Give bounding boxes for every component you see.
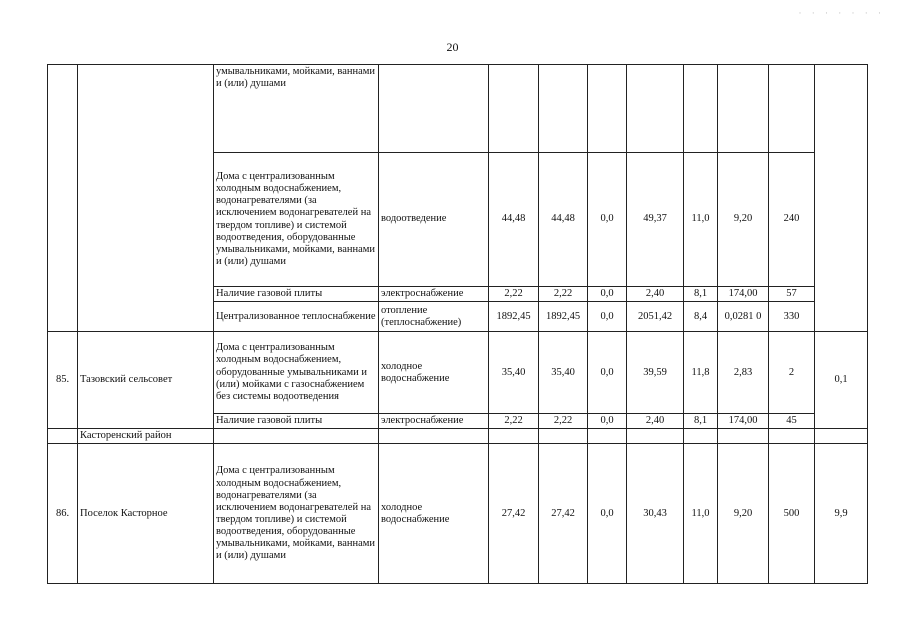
cell-value: 174,00 (718, 287, 769, 302)
cell-housing-type: умывальниками, мойками, ваннами и (или) душами (214, 65, 379, 153)
cell-value: 35,40 (539, 332, 588, 414)
cell-value: 2,40 (627, 287, 684, 302)
tariff-table (47, 64, 868, 584)
cell-value: 2 (769, 332, 815, 414)
cell-value: 11,0 (684, 444, 718, 584)
cell-value: 2,22 (489, 287, 539, 302)
cell-value: 30,43 (627, 444, 684, 584)
cell-value: 8,1 (684, 287, 718, 302)
cell-value: 0,0 (588, 302, 627, 332)
cell-service: холодное водоснабжение (379, 332, 489, 414)
cell-index: 86. (48, 444, 78, 584)
cell-value: 2,83 (718, 332, 769, 414)
cell-housing-type: Дома с централизованным холодным водоснабжением, водонагревателями (за исключением водонагревателей на твердом топливе) и системой водоотведения, оборудованные умывальниками, мойками, ваннами и (или) душами (214, 444, 379, 584)
cell-total: 0,1 (815, 332, 868, 429)
cell-value: 330 (769, 302, 815, 332)
cell-value: 2,22 (539, 414, 588, 429)
cell-value: 2,22 (489, 414, 539, 429)
cell-value: 2,40 (627, 414, 684, 429)
cell-value: 1892,45 (539, 302, 588, 332)
cell-housing-type: Наличие газовой плиты (214, 287, 379, 302)
cell-value: 35,40 (489, 332, 539, 414)
cell-index: 85. (48, 332, 78, 429)
cell-district: Касторенский район (78, 429, 214, 444)
table-row (48, 332, 868, 414)
scan-artifact: · · · · · · · (798, 8, 885, 18)
cell-value: 44,48 (489, 153, 539, 287)
cell-value: 39,59 (627, 332, 684, 414)
cell-value: 0,0 (588, 287, 627, 302)
cell-housing-type: Наличие газовой плиты (214, 414, 379, 429)
cell-value: 2,22 (539, 287, 588, 302)
cell-value: 11,8 (684, 332, 718, 414)
cell-housing-type: Дома с централизованным холодным водоснабжением, оборудованные умывальниками и (или) мойками с газоснабжением без системы водоотведения (214, 332, 379, 414)
cell-value: 11,0 (684, 153, 718, 287)
cell-value: 49,37 (627, 153, 684, 287)
cell-value: 44,48 (539, 153, 588, 287)
cell-value: 57 (769, 287, 815, 302)
cell-value: 8,4 (684, 302, 718, 332)
cell-service: водоотведение (379, 153, 489, 287)
cell-value: 2051,42 (627, 302, 684, 332)
cell-value: 0,0 (588, 153, 627, 287)
cell-value: 9,20 (718, 444, 769, 584)
cell-value: 1892,45 (489, 302, 539, 332)
cell-value: 500 (769, 444, 815, 584)
cell-total (815, 65, 868, 332)
cell-housing-type: Централизованное теплоснабжение (214, 302, 379, 332)
cell-value: 0,0281 0 (718, 302, 769, 332)
cell-value: 174,00 (718, 414, 769, 429)
cell-service: электроснабжение (379, 414, 489, 429)
cell-municipality: Поселок Касторное (78, 444, 214, 584)
cell-value: 0,0 (588, 414, 627, 429)
cell-value: 240 (769, 153, 815, 287)
page-number: 20 (446, 40, 459, 54)
table-row (48, 65, 868, 153)
cell-housing-type: Дома с централизованным холодным водоснабжением, водонагревателями (за исключением водонагревателей на твердом топливе) и системой водоотведения, оборудованные умывальниками, мойками, ваннами и (или) душами (214, 153, 379, 287)
table-row (48, 429, 868, 444)
cell-municipality (78, 65, 214, 332)
cell-municipality: Тазовский сельсовет (78, 332, 214, 429)
cell-service: холодное водоснабжение (379, 444, 489, 584)
cell-value: 0,0 (588, 444, 627, 584)
cell-value: 8,1 (684, 414, 718, 429)
table-row (48, 444, 868, 584)
cell-service (379, 65, 489, 153)
cell-total: 9,9 (815, 444, 868, 584)
cell-index (48, 65, 78, 332)
cell-value: 27,42 (489, 444, 539, 584)
cell-service: отопление (теплоснабжение) (379, 302, 489, 332)
cell-service: электроснабжение (379, 287, 489, 302)
cell-value: 45 (769, 414, 815, 429)
cell-value: 0,0 (588, 332, 627, 414)
cell-value: 27,42 (539, 444, 588, 584)
cell-value: 9,20 (718, 153, 769, 287)
